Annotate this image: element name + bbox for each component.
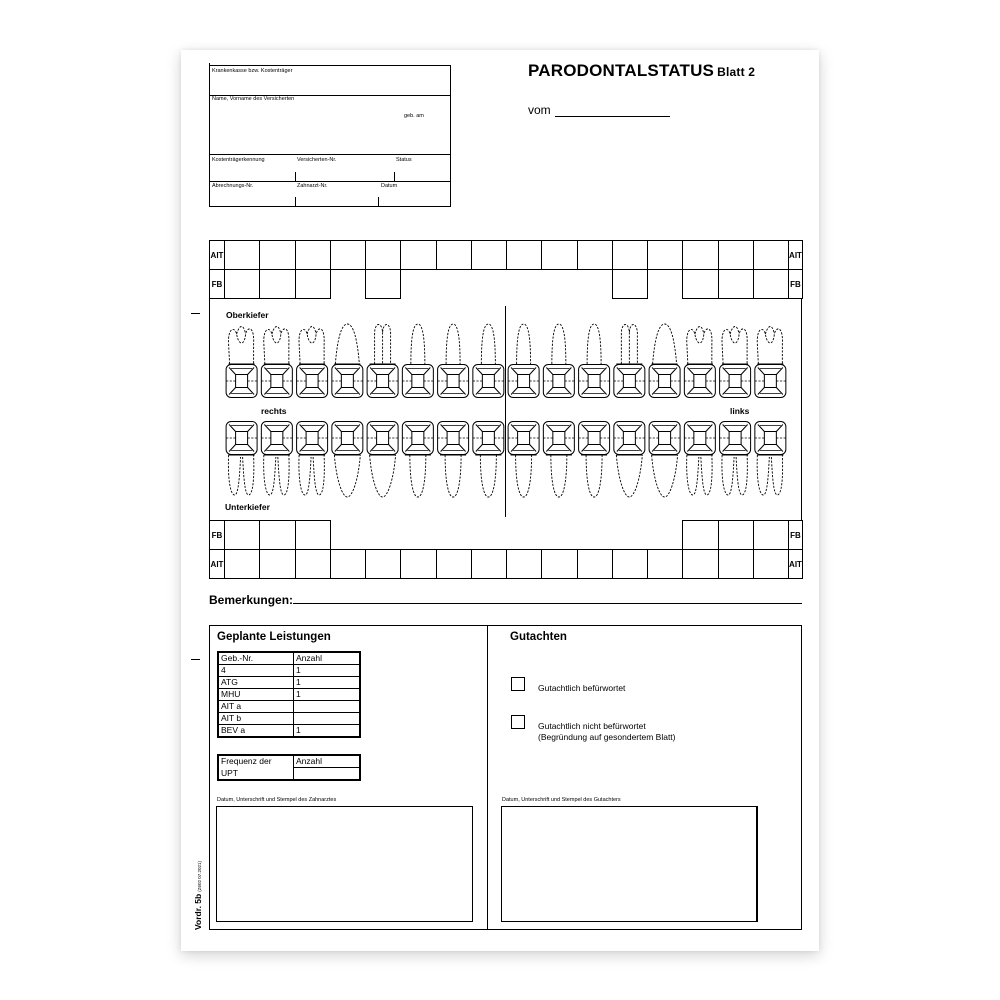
remarks-label: Bemerkungen:: [209, 593, 294, 607]
fb-cell[interactable]: [718, 269, 754, 299]
column-header: Geb.-Nr.: [218, 652, 294, 665]
divider: [209, 181, 451, 182]
table-row: [218, 713, 360, 725]
teeth-diagram: [209, 298, 802, 521]
billing-number-field[interactable]: Abrechnungs-Nr.: [212, 183, 254, 189]
ait-cell[interactable]: [541, 549, 578, 579]
table-row: [218, 755, 360, 768]
ait-cell[interactable]: [718, 549, 754, 579]
tick: [394, 172, 395, 181]
sheet-number: Blatt 2: [717, 65, 756, 79]
fb-cell[interactable]: [224, 520, 260, 550]
insured-number-field[interactable]: Versicherten-Nr.: [297, 157, 337, 163]
dentist-number-field[interactable]: Zahnarzt-Nr.: [297, 183, 328, 189]
ait-cell[interactable]: [612, 549, 648, 579]
service-count[interactable]: 1: [294, 677, 361, 689]
ait-cell[interactable]: [365, 549, 401, 579]
service-code: BEV a: [218, 725, 294, 738]
date-field[interactable]: Datum: [381, 183, 398, 189]
service-code: MHU: [218, 689, 294, 701]
rejected-reason-note: (Begründung auf gesondertem Blatt): [538, 732, 676, 742]
ait-cell[interactable]: [647, 240, 683, 270]
tick: [295, 172, 296, 181]
fb-cell[interactable]: [295, 520, 331, 550]
ait-row-label: AIT: [789, 559, 802, 569]
ait-cell[interactable]: [436, 240, 472, 270]
insurer-field[interactable]: Krankenkasse bzw. Kostenträger: [212, 68, 293, 74]
fold-mark: [191, 313, 200, 314]
ait-cell[interactable]: [295, 549, 331, 579]
planned-services-table: [217, 651, 361, 738]
frequency-count[interactable]: [294, 768, 361, 781]
fb-row-label: FB: [211, 530, 223, 540]
upper-jaw-label: Oberkiefer: [226, 310, 269, 320]
dentist-signature-box[interactable]: [216, 806, 473, 922]
fb-cell[interactable]: [295, 269, 331, 299]
fb-cell[interactable]: [682, 520, 719, 550]
ait-cell[interactable]: [753, 549, 789, 579]
ait-row-label: AIT: [789, 250, 802, 260]
ait-cell[interactable]: [471, 549, 507, 579]
insured-name-field[interactable]: Name, Vorname des Versicherten: [212, 96, 295, 102]
expert-signature-box[interactable]: [501, 806, 758, 922]
service-count[interactable]: 1: [294, 725, 361, 738]
fb-row-label: FB: [211, 279, 223, 289]
dob-field[interactable]: geb. am: [404, 113, 424, 119]
table-row: [218, 689, 360, 701]
ait-cell[interactable]: [259, 240, 296, 270]
ait-cell[interactable]: [682, 549, 719, 579]
ait-row-label: AIT: [210, 250, 224, 260]
ait-cell[interactable]: [718, 240, 754, 270]
ait-cell[interactable]: [330, 549, 366, 579]
date-input-line[interactable]: [555, 116, 670, 117]
dentist-signature-label: Datum, Unterschrift und Stempel des Zahnarztes: [217, 797, 337, 803]
ait-cell[interactable]: [612, 240, 648, 270]
upt-frequency-table: [217, 754, 361, 781]
table-row: [218, 725, 360, 738]
fb-cell[interactable]: [259, 520, 296, 550]
remarks-input-line[interactable]: [293, 603, 802, 604]
tick: [295, 197, 296, 207]
ait-cell[interactable]: [436, 549, 472, 579]
left-side-label: links: [730, 406, 750, 416]
column-header: Anzahl: [294, 652, 361, 665]
service-code: 4: [218, 665, 294, 677]
ait-cell[interactable]: [577, 240, 613, 270]
ait-cell[interactable]: [753, 240, 789, 270]
ait-cell[interactable]: [577, 549, 613, 579]
fb-cell[interactable]: [682, 269, 719, 299]
rejected-checkbox[interactable]: [511, 715, 525, 729]
approved-checkbox[interactable]: [511, 677, 525, 691]
ait-cell[interactable]: [682, 240, 719, 270]
column-header: Anzahl: [294, 755, 361, 768]
ait-cell[interactable]: [506, 240, 542, 270]
ait-cell[interactable]: [506, 549, 542, 579]
expert-signature-label: Datum, Unterschrift und Stempel des Gutachters: [502, 797, 621, 803]
form-number: [193, 861, 203, 930]
table-row: [218, 677, 360, 689]
table-row: [218, 665, 360, 677]
frequency-label-line2: UPT: [218, 768, 294, 781]
date-label: vom: [528, 103, 551, 117]
rejected-label: Gutachtlich nicht befürwortet: [538, 721, 646, 731]
tick: [378, 197, 379, 207]
box-corner-mark: [209, 63, 210, 79]
service-code: ATG: [218, 677, 294, 689]
ait-cell[interactable]: [295, 240, 331, 270]
divider: [487, 625, 488, 930]
title-text: PARODONTALSTATUS: [528, 61, 715, 80]
ait-row-label: AIT: [210, 559, 224, 569]
ait-cell[interactable]: [400, 549, 437, 579]
fb-cell[interactable]: [753, 269, 789, 299]
page-title: [528, 61, 755, 81]
approved-label: Gutachtlich befürwortet: [538, 683, 626, 693]
fb-cell[interactable]: [224, 269, 260, 299]
service-count[interactable]: [294, 701, 361, 713]
fb-row-label: FB: [790, 530, 801, 540]
status-field[interactable]: Status: [396, 157, 412, 163]
ait-cell[interactable]: [224, 240, 260, 270]
fold-mark: [191, 659, 200, 660]
payer-id-field[interactable]: Kostenträgerkennung: [212, 157, 265, 163]
ait-cell[interactable]: [365, 240, 401, 270]
lower-jaw-label: Unterkiefer: [225, 502, 270, 512]
frequency-label-line1: Frequenz der: [218, 755, 294, 768]
fb-cell[interactable]: [259, 269, 296, 299]
ait-cell[interactable]: [400, 240, 437, 270]
service-code: AIT b: [218, 713, 294, 725]
fb-cell[interactable]: [718, 520, 754, 550]
right-side-label: rechts: [261, 406, 287, 416]
service-count[interactable]: [294, 713, 361, 725]
table-row: [218, 701, 360, 713]
ait-cell[interactable]: [541, 240, 578, 270]
ait-cell[interactable]: [224, 549, 260, 579]
ait-cell[interactable]: [330, 240, 366, 270]
fb-cell[interactable]: [753, 520, 789, 550]
ait-cell[interactable]: [471, 240, 507, 270]
divider: [209, 154, 451, 155]
fb-cell[interactable]: [365, 269, 401, 299]
ait-cell[interactable]: [259, 549, 296, 579]
form-meta: (Z602 07.2021): [197, 861, 202, 892]
service-count[interactable]: 1: [294, 689, 361, 701]
table-row: [218, 768, 360, 781]
fb-cell[interactable]: [612, 269, 648, 299]
fb-row-label: FB: [790, 279, 801, 289]
service-code: AIT a: [218, 701, 294, 713]
expert-opinion-title: Gutachten: [510, 631, 567, 643]
form-id: Vordr. 5b: [193, 893, 203, 930]
planned-services-title: Geplante Leistungen: [217, 631, 331, 643]
service-count[interactable]: 1: [294, 665, 361, 677]
table-header-row: [218, 652, 360, 665]
ait-cell[interactable]: [647, 549, 683, 579]
